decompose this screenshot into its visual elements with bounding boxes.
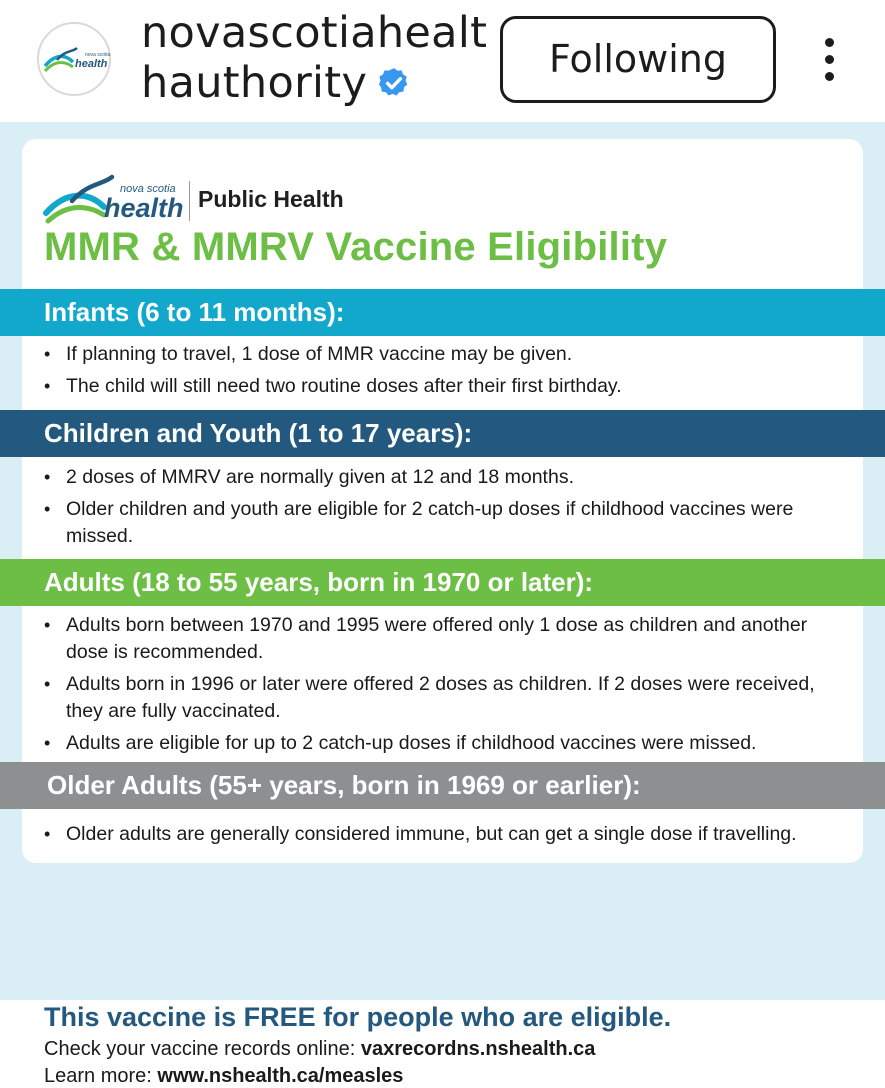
children-bullet-list [44, 464, 844, 555]
records-label: Check your vaccine records online: [44, 1038, 361, 1060]
section-heading-older-adults: Older Adults (55+ years, born in 1969 or earlier): [0, 762, 885, 809]
username-line-1: novascotiahealt [141, 8, 488, 58]
brand-logo-small-text: nova scotia [120, 183, 176, 195]
list-item: • Adults are eligible for up to 2 catch-up doses if childhood vaccines were missed. [44, 730, 844, 757]
account-username[interactable] [141, 8, 487, 108]
brand-logo-text: health [104, 193, 184, 223]
following-button[interactable]: Following [500, 16, 776, 103]
avatar-logo-small-text: nova scotia [85, 52, 111, 58]
list-item: • Older adults are generally considered immune, but can get a single dose if travelling. [44, 821, 844, 848]
infants-bullet-list [44, 341, 844, 405]
records-line [44, 1038, 595, 1061]
username-line-2 [141, 58, 487, 108]
list-item: • Adults born in 1996 or later were offered 2 doses as children. If 2 doses were received, they are fully vaccinated. [44, 671, 844, 725]
section-heading-children: Children and Youth (1 to 17 years): [0, 410, 885, 457]
list-item: • Adults born between 1970 and 1995 were offered only 1 dose as children and another dose is recommended. [44, 612, 844, 666]
avatar[interactable] [37, 22, 111, 96]
learn-more-line [44, 1065, 403, 1088]
list-item: • Older children and youth are eligible for 2 catch-up doses if childhood vaccines were missed. [44, 496, 844, 550]
records-link: vaxrecordns.nshealth.ca [360, 1038, 596, 1060]
older-adults-bullet-list [44, 821, 844, 853]
nova-scotia-health-logo-icon [43, 46, 111, 76]
brand-divider [189, 181, 190, 221]
username-line-2-text: hauthority [141, 58, 368, 108]
section-heading-infants: Infants (6 to 11 months): [0, 289, 885, 336]
list-item: • 2 doses of MMRV are normally given at 12 and 18 months. [44, 464, 844, 491]
section-heading-adults: Adults (18 to 55 years, born in 1970 or later): [0, 559, 885, 606]
brand-lockup [44, 173, 444, 229]
verified-badge-icon [377, 66, 411, 100]
avatar-logo-text: health [75, 58, 108, 70]
list-item: • The child will still need two routine doses after their first birthday. [44, 373, 844, 400]
post-title: MMR & MMRV Vaccine Eligibility [44, 225, 668, 269]
nova-scotia-health-logo-icon [44, 173, 189, 229]
public-health-label: Public Health [198, 186, 344, 212]
more-options-icon[interactable] [820, 38, 840, 82]
learn-more-label: Learn more: [44, 1065, 158, 1087]
free-vaccine-text: This vaccine is FREE for people who are eligible. [44, 1002, 672, 1032]
post-header [0, 0, 885, 122]
adults-bullet-list [44, 612, 844, 762]
learn-more-link: www.nshealth.ca/measles [157, 1065, 404, 1087]
list-item: • If planning to travel, 1 dose of MMR vaccine may be given. [44, 341, 844, 368]
